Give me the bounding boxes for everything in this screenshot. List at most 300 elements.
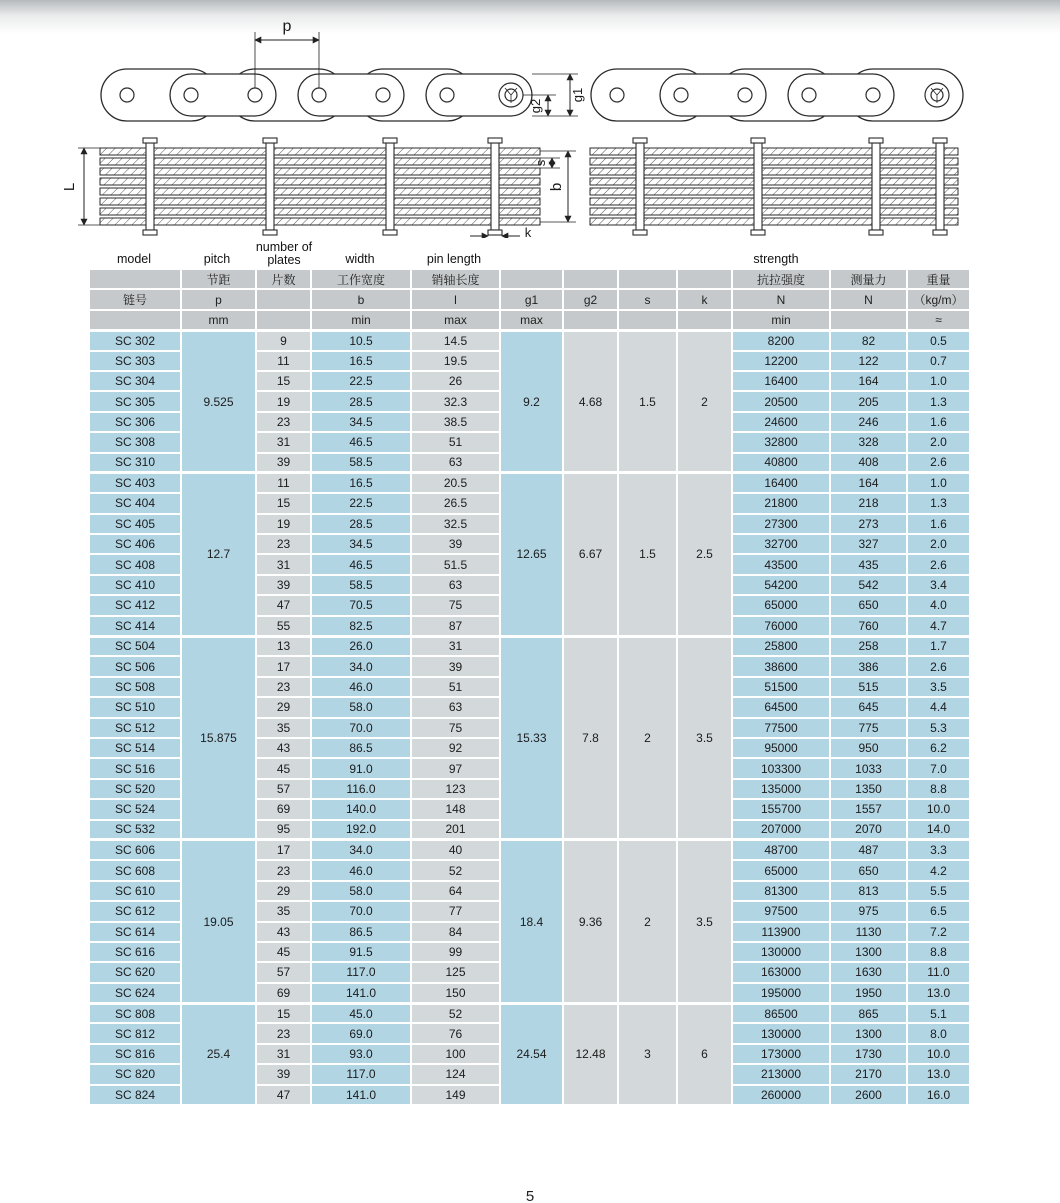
chain-side-view-right [590, 138, 958, 235]
header-cell-measuring-force: N [830, 289, 907, 309]
cell-tensile-strength: 213000 [732, 1064, 830, 1084]
cell-pin-length-l: 32.3 [411, 391, 500, 411]
cell-model: SC 612 [89, 901, 181, 921]
cell-weight: 7.0 [907, 758, 970, 778]
cell-width-b: 117.0 [311, 962, 411, 982]
cell-measuring-force: 435 [830, 554, 907, 574]
table-row [89, 1003, 970, 1023]
cell-width-b: 45.0 [311, 1003, 411, 1023]
cell-tensile-strength: 27300 [732, 514, 830, 534]
header-cell-pitch: mm [181, 310, 256, 330]
cell-weight: 1.6 [907, 514, 970, 534]
table-english-header [88, 238, 969, 268]
cell-measuring-force: 650 [830, 595, 907, 615]
cell-model: SC 406 [89, 534, 181, 554]
cell-pitch: 25.4 [181, 1003, 256, 1105]
cell-measuring-force: 327 [830, 534, 907, 554]
cell-pin-length-l: 148 [411, 799, 500, 819]
header-cell-plates [256, 289, 311, 309]
header-cell-g2: g2 [563, 289, 618, 309]
cell-pin-length-l: 19.5 [411, 351, 500, 371]
cell-measuring-force: 975 [830, 901, 907, 921]
cell-weight: 4.2 [907, 860, 970, 880]
cell-tensile-strength: 38600 [732, 656, 830, 676]
cell-width-b: 70.0 [311, 718, 411, 738]
cell-width-b: 82.5 [311, 616, 411, 636]
cell-model: SC 824 [89, 1085, 181, 1105]
cell-width-b: 58.0 [311, 697, 411, 717]
cell-tensile-strength: 24600 [732, 412, 830, 432]
cell-weight: 3.4 [907, 575, 970, 595]
cell-tensile-strength: 173000 [732, 1044, 830, 1064]
cell-model: SC 620 [89, 962, 181, 982]
cell-g2: 6.67 [563, 473, 618, 636]
cell-measuring-force: 865 [830, 1003, 907, 1023]
cell-s: 1.5 [618, 330, 677, 473]
cell-weight: 5.1 [907, 1003, 970, 1023]
cell-weight: 1.7 [907, 636, 970, 656]
table-row [89, 840, 970, 860]
cell-weight: 3.3 [907, 840, 970, 860]
cell-s: 3 [618, 1003, 677, 1105]
header-cell-g1 [500, 269, 563, 289]
cell-model: SC 504 [89, 636, 181, 656]
header-cell-width-b: 工作宽度 [311, 269, 411, 289]
cell-tensile-strength: 97500 [732, 901, 830, 921]
cell-plates: 57 [256, 962, 311, 982]
cell-width-b: 86.5 [311, 922, 411, 942]
cell-pin-length-l: 149 [411, 1085, 500, 1105]
cell-width-b: 70.5 [311, 595, 411, 615]
header-cell-g2 [563, 269, 618, 289]
cell-pin-length-l: 51 [411, 432, 500, 452]
cell-plates: 23 [256, 677, 311, 697]
cell-width-b: 46.5 [311, 554, 411, 574]
cell-plates: 69 [256, 983, 311, 1003]
cell-tensile-strength: 76000 [732, 616, 830, 636]
cell-s: 1.5 [618, 473, 677, 636]
cell-weight: 2.6 [907, 554, 970, 574]
header-cell-pitch: 节距 [181, 269, 256, 289]
cell-plates: 23 [256, 412, 311, 432]
cell-plates: 31 [256, 1044, 311, 1064]
cell-width-b: 117.0 [311, 1064, 411, 1084]
cell-plates: 47 [256, 595, 311, 615]
cell-width-b: 34.5 [311, 412, 411, 432]
col-label-model: model [116, 252, 152, 266]
cell-pin-length-l: 40 [411, 840, 500, 860]
dimension-g [523, 74, 585, 116]
header-cell-weight: （kg/m） [907, 289, 970, 309]
cell-tensile-strength: 260000 [732, 1085, 830, 1105]
col-label-pitch: pitch [203, 252, 231, 266]
cell-width-b: 28.5 [311, 391, 411, 411]
header-cell-tensile-strength: 抗拉强度 [732, 269, 830, 289]
cell-model: SC 520 [89, 779, 181, 799]
header-cell-g2 [563, 310, 618, 330]
cell-width-b: 93.0 [311, 1044, 411, 1064]
cell-pin-length-l: 92 [411, 738, 500, 758]
cell-pin-length-l: 75 [411, 718, 500, 738]
cell-pin-length-l: 39 [411, 656, 500, 676]
g1-label: g1 [570, 87, 585, 103]
cell-tensile-strength: 12200 [732, 351, 830, 371]
cell-plates: 95 [256, 820, 311, 840]
cell-model: SC 410 [89, 575, 181, 595]
cell-weight: 8.8 [907, 779, 970, 799]
cell-measuring-force: 775 [830, 718, 907, 738]
cell-plates: 39 [256, 453, 311, 473]
cell-width-b: 26.0 [311, 636, 411, 656]
cell-measuring-force: 1130 [830, 922, 907, 942]
cell-model: SC 508 [89, 677, 181, 697]
cell-model: SC 606 [89, 840, 181, 860]
cell-weight: 10.0 [907, 1044, 970, 1064]
cell-measuring-force: 645 [830, 697, 907, 717]
col-label-number-of-plates: number of plates [255, 239, 313, 267]
cell-pin-length-l: 77 [411, 901, 500, 921]
cell-pin-length-l: 76 [411, 1023, 500, 1043]
cell-plates: 11 [256, 351, 311, 371]
cell-pin-length-l: 75 [411, 595, 500, 615]
cell-model: SC 616 [89, 942, 181, 962]
cell-plates: 23 [256, 534, 311, 554]
cell-weight: 2.6 [907, 453, 970, 473]
cell-measuring-force: 1950 [830, 983, 907, 1003]
cell-pin-length-l: 84 [411, 922, 500, 942]
header-cell-pin-length-l: 销轴长度 [411, 269, 500, 289]
cell-measuring-force: 258 [830, 636, 907, 656]
cell-model: SC 610 [89, 881, 181, 901]
cell-tensile-strength: 40800 [732, 453, 830, 473]
cell-width-b: 28.5 [311, 514, 411, 534]
cell-model: SC 305 [89, 391, 181, 411]
cell-tensile-strength: 81300 [732, 881, 830, 901]
cell-pin-length-l: 32.5 [411, 514, 500, 534]
cell-plates: 17 [256, 656, 311, 676]
cell-tensile-strength: 155700 [732, 799, 830, 819]
cell-pin-length-l: 38.5 [411, 412, 500, 432]
cell-measuring-force: 246 [830, 412, 907, 432]
cell-measuring-force: 408 [830, 453, 907, 473]
table-row [89, 473, 970, 493]
cell-model: SC 532 [89, 820, 181, 840]
cell-measuring-force: 515 [830, 677, 907, 697]
cell-tensile-strength: 135000 [732, 779, 830, 799]
cell-pin-length-l: 52 [411, 1003, 500, 1023]
cell-model: SC 302 [89, 330, 181, 350]
header-row [89, 310, 970, 330]
cell-weight: 13.0 [907, 983, 970, 1003]
cell-measuring-force: 760 [830, 616, 907, 636]
cell-tensile-strength: 65000 [732, 860, 830, 880]
cell-s: 2 [618, 636, 677, 840]
cell-pin-length-l: 63 [411, 575, 500, 595]
cell-weight: 8.0 [907, 1023, 970, 1043]
cell-pitch: 12.7 [181, 473, 256, 636]
cell-measuring-force: 2170 [830, 1064, 907, 1084]
header-cell-tensile-strength: N [732, 289, 830, 309]
dimension-L [61, 148, 100, 225]
cell-width-b: 86.5 [311, 738, 411, 758]
L-label: L [61, 182, 78, 192]
cell-plates: 23 [256, 860, 311, 880]
cell-pin-length-l: 100 [411, 1044, 500, 1064]
cell-model: SC 308 [89, 432, 181, 452]
cell-s: 2 [618, 840, 677, 1003]
cell-measuring-force: 82 [830, 330, 907, 350]
cell-pitch: 19.05 [181, 840, 256, 1003]
cell-plates: 15 [256, 1003, 311, 1023]
cell-weight: 14.0 [907, 820, 970, 840]
cell-pitch: 9.525 [181, 330, 256, 473]
cell-measuring-force: 218 [830, 493, 907, 513]
header-cell-k [677, 269, 732, 289]
cell-measuring-force: 2600 [830, 1085, 907, 1105]
cell-model: SC 310 [89, 453, 181, 473]
header-cell-g1: max [500, 310, 563, 330]
cell-tensile-strength: 16400 [732, 371, 830, 391]
cell-tensile-strength: 16400 [732, 473, 830, 493]
cell-weight: 3.5 [907, 677, 970, 697]
chain-top-view-left [101, 69, 532, 121]
cell-measuring-force: 1300 [830, 942, 907, 962]
table-row [89, 636, 970, 656]
cell-tensile-strength: 207000 [732, 820, 830, 840]
cell-model: SC 816 [89, 1044, 181, 1064]
header-cell-model [89, 310, 181, 330]
cell-pin-length-l: 39 [411, 534, 500, 554]
cell-model: SC 510 [89, 697, 181, 717]
cell-pin-length-l: 31 [411, 636, 500, 656]
cell-g1: 18.4 [500, 840, 563, 1003]
cell-model: SC 608 [89, 860, 181, 880]
cell-width-b: 46.0 [311, 860, 411, 880]
cell-tensile-strength: 86500 [732, 1003, 830, 1023]
header-row [89, 269, 970, 289]
cell-pin-length-l: 87 [411, 616, 500, 636]
cell-weight: 0.5 [907, 330, 970, 350]
cell-measuring-force: 164 [830, 473, 907, 493]
cell-plates: 45 [256, 758, 311, 778]
cell-g1: 15.33 [500, 636, 563, 840]
chain-top-view-right [591, 69, 963, 121]
cell-pitch: 15.875 [181, 636, 256, 840]
cell-pin-length-l: 201 [411, 820, 500, 840]
cell-weight: 5.3 [907, 718, 970, 738]
cell-weight: 11.0 [907, 962, 970, 982]
cell-model: SC 512 [89, 718, 181, 738]
cell-model: SC 820 [89, 1064, 181, 1084]
cell-plates: 31 [256, 554, 311, 574]
cell-measuring-force: 273 [830, 514, 907, 534]
header-cell-tensile-strength: min [732, 310, 830, 330]
cell-tensile-strength: 21800 [732, 493, 830, 513]
cell-measuring-force: 1300 [830, 1023, 907, 1043]
cell-tensile-strength: 195000 [732, 983, 830, 1003]
cell-tensile-strength: 20500 [732, 391, 830, 411]
cell-g2: 9.36 [563, 840, 618, 1003]
cell-pin-length-l: 26 [411, 371, 500, 391]
cell-model: SC 624 [89, 983, 181, 1003]
cell-width-b: 58.5 [311, 453, 411, 473]
header-cell-s [618, 310, 677, 330]
cell-plates: 43 [256, 922, 311, 942]
cell-plates: 15 [256, 371, 311, 391]
cell-model: SC 516 [89, 758, 181, 778]
cell-width-b: 58.0 [311, 881, 411, 901]
header-cell-model: 链号 [89, 289, 181, 309]
cell-measuring-force: 1557 [830, 799, 907, 819]
leaf-chain-spec-table [88, 268, 971, 1106]
cell-width-b: 141.0 [311, 983, 411, 1003]
cell-pin-length-l: 123 [411, 779, 500, 799]
cell-model: SC 304 [89, 371, 181, 391]
col-label-width: width [345, 252, 375, 266]
cell-g2: 12.48 [563, 1003, 618, 1105]
cell-weight: 1.0 [907, 371, 970, 391]
cell-measuring-force: 1350 [830, 779, 907, 799]
cell-width-b: 141.0 [311, 1085, 411, 1105]
cell-tensile-strength: 65000 [732, 595, 830, 615]
cell-weight: 6.5 [907, 901, 970, 921]
cell-model: SC 303 [89, 351, 181, 371]
header-cell-s [618, 269, 677, 289]
cell-model: SC 524 [89, 799, 181, 819]
cell-weight: 6.2 [907, 738, 970, 758]
cell-pin-length-l: 51.5 [411, 554, 500, 574]
cell-measuring-force: 950 [830, 738, 907, 758]
cell-model: SC 514 [89, 738, 181, 758]
header-cell-g1: g1 [500, 289, 563, 309]
header-cell-pin-length-l: max [411, 310, 500, 330]
cell-pin-length-l: 51 [411, 677, 500, 697]
cell-plates: 19 [256, 391, 311, 411]
cell-model: SC 414 [89, 616, 181, 636]
cell-weight: 1.0 [907, 473, 970, 493]
cell-weight: 4.0 [907, 595, 970, 615]
p-label: p [282, 18, 292, 35]
cell-measuring-force: 164 [830, 371, 907, 391]
cell-weight: 1.3 [907, 391, 970, 411]
cell-model: SC 412 [89, 595, 181, 615]
cell-weight: 7.2 [907, 922, 970, 942]
cell-g2: 7.8 [563, 636, 618, 840]
cell-tensile-strength: 32700 [732, 534, 830, 554]
cell-pin-length-l: 150 [411, 983, 500, 1003]
col-label-strength: strength [753, 252, 799, 266]
cell-tensile-strength: 54200 [732, 575, 830, 595]
cell-width-b: 34.0 [311, 656, 411, 676]
cell-tensile-strength: 95000 [732, 738, 830, 758]
cell-pin-length-l: 124 [411, 1064, 500, 1084]
cell-width-b: 58.5 [311, 575, 411, 595]
header-cell-plates: 片数 [256, 269, 311, 289]
cell-plates: 57 [256, 779, 311, 799]
cell-width-b: 34.5 [311, 534, 411, 554]
b-label: b [548, 182, 565, 192]
cell-model: SC 506 [89, 656, 181, 676]
cell-measuring-force: 328 [830, 432, 907, 452]
cell-plates: 45 [256, 942, 311, 962]
cell-pin-length-l: 63 [411, 697, 500, 717]
cell-pin-length-l: 125 [411, 962, 500, 982]
header-cell-width-b: min [311, 310, 411, 330]
cell-width-b: 116.0 [311, 779, 411, 799]
cell-k: 6 [677, 1003, 732, 1105]
cell-tensile-strength: 77500 [732, 718, 830, 738]
header-cell-width-b: b [311, 289, 411, 309]
cell-width-b: 46.0 [311, 677, 411, 697]
cell-pin-length-l: 52 [411, 860, 500, 880]
cell-width-b: 10.5 [311, 330, 411, 350]
cell-g2: 4.68 [563, 330, 618, 473]
cell-pin-length-l: 26.5 [411, 493, 500, 513]
cell-weight: 8.8 [907, 942, 970, 962]
cell-weight: 2.0 [907, 534, 970, 554]
cell-pin-length-l: 20.5 [411, 473, 500, 493]
chain-side-view-left [100, 138, 540, 235]
cell-plates: 23 [256, 1023, 311, 1043]
cell-k: 2 [677, 330, 732, 473]
table-body [89, 269, 970, 1105]
cell-measuring-force: 122 [830, 351, 907, 371]
cell-plates: 39 [256, 575, 311, 595]
cell-tensile-strength: 103300 [732, 758, 830, 778]
header-cell-k [677, 310, 732, 330]
cell-width-b: 16.5 [311, 473, 411, 493]
cell-tensile-strength: 113900 [732, 922, 830, 942]
cell-pin-length-l: 14.5 [411, 330, 500, 350]
page-number: 5 [525, 1188, 535, 1203]
cell-width-b: 69.0 [311, 1023, 411, 1043]
cell-weight: 0.7 [907, 351, 970, 371]
cell-tensile-strength: 8200 [732, 330, 830, 350]
cell-plates: 9 [256, 330, 311, 350]
cell-weight: 5.5 [907, 881, 970, 901]
cell-plates: 43 [256, 738, 311, 758]
cell-plates: 29 [256, 697, 311, 717]
cell-tensile-strength: 130000 [732, 942, 830, 962]
cell-tensile-strength: 43500 [732, 554, 830, 574]
cell-model: SC 403 [89, 473, 181, 493]
cell-tensile-strength: 130000 [732, 1023, 830, 1043]
cell-k: 3.5 [677, 636, 732, 840]
header-cell-measuring-force [830, 310, 907, 330]
cell-g1: 12.65 [500, 473, 563, 636]
cell-weight: 1.6 [907, 412, 970, 432]
cell-model: SC 812 [89, 1023, 181, 1043]
cell-tensile-strength: 163000 [732, 962, 830, 982]
k-label: k [524, 225, 532, 238]
cell-width-b: 34.0 [311, 840, 411, 860]
cell-width-b: 46.5 [311, 432, 411, 452]
cell-pin-length-l: 99 [411, 942, 500, 962]
cell-model: SC 404 [89, 493, 181, 513]
cell-tensile-strength: 48700 [732, 840, 830, 860]
cell-model: SC 405 [89, 514, 181, 534]
header-cell-pitch: p [181, 289, 256, 309]
cell-plates: 35 [256, 901, 311, 921]
cell-width-b: 192.0 [311, 820, 411, 840]
cell-width-b: 70.0 [311, 901, 411, 921]
cell-width-b: 140.0 [311, 799, 411, 819]
cell-tensile-strength: 32800 [732, 432, 830, 452]
cell-g1: 9.2 [500, 330, 563, 473]
cell-weight: 1.3 [907, 493, 970, 513]
header-cell-measuring-force: 测量力 [830, 269, 907, 289]
cell-k: 3.5 [677, 840, 732, 1003]
